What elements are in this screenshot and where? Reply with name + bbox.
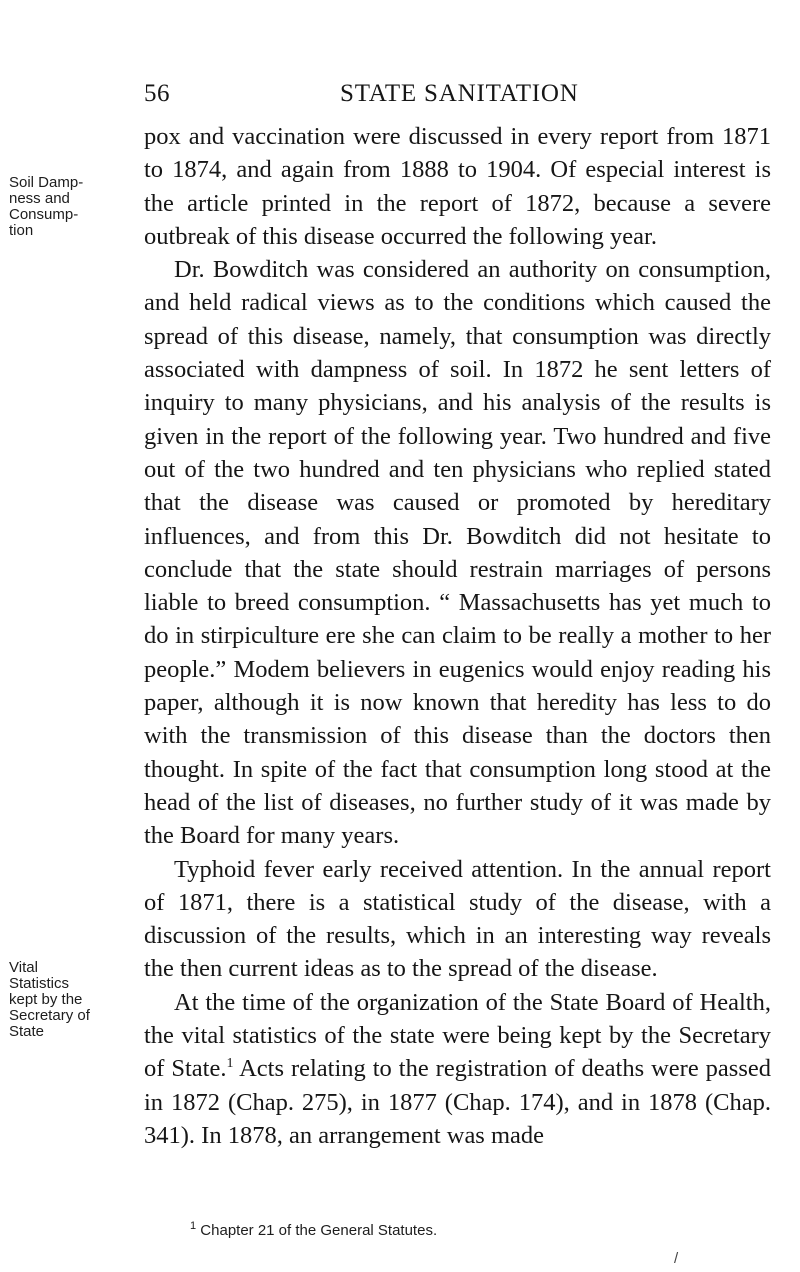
sidenote-line: Vital <box>9 959 38 976</box>
sidenote-line: kept by the <box>9 991 83 1008</box>
sidenote-line: Secretary of <box>9 1007 90 1024</box>
sidenote-line: tion <box>9 222 34 239</box>
paragraph-text-before-note: At the time of the organization of the State Board of Health, the vital statistics of the state were being kept by the Secretary of State. <box>144 988 771 1083</box>
footnote-text: Chapter 21 of the General Statutes. <box>200 1222 438 1239</box>
body-text <box>144 120 771 1152</box>
footnote <box>190 1222 690 1240</box>
running-title: STATE SANITATION <box>340 80 579 107</box>
sidenote-vital-statistics <box>9 960 135 1040</box>
sidenote-line: Statistics <box>9 975 70 992</box>
footnote-number: 1 <box>190 1220 197 1232</box>
footnote-reference: 1 <box>226 1056 234 1072</box>
sidenote-line: State <box>9 1023 45 1040</box>
stray-mark: / <box>674 1250 679 1267</box>
sidenote-line: Soil Damp- <box>9 174 84 191</box>
paragraph-text-after-note: Acts relating to the registration of deaths were passed in 1872 (Chap. 275), in 1877 (Chap. 174), and in 1878 (Chap. 341). In 1878, an arrangement was made <box>144 1055 771 1149</box>
sidenote-soil-dampness <box>9 175 135 239</box>
sidenote-line: Consump- <box>9 206 79 223</box>
running-head <box>144 80 768 116</box>
paragraph-consumption: Dr. Bowditch was considered an authority on consumption, and held radical views as to the conditions which caused the spread of this disease, namely, that consumption was directly associated with dampness of soil. In 1872 he sent letters of inquiry to many physicians, and his analysis of the results is given in the report of the following year. Two hundred and five out of the two hundred and ten physicians who replied stated that the disease was caused or promoted by hereditary influences, and from this Dr. Bowditch did not hesitate to conclude that the state should restrain marriages of persons liable to breed consumption. “ Massachusetts has yet much to do in stirpiculture ere she can claim to be really a mother to her people.” Modem believers in eugenics would enjoy reading his paper, although it is now known that heredity has less to do with the transmission of this disease than the doctors then thought. In spite of the fact that consumption long stood at the head of the list of diseases, no further study of it was made by the Board for many years. <box>144 256 771 850</box>
sidenote-line: ness and <box>9 190 70 207</box>
paragraph-vital-statistics <box>144 986 771 1152</box>
page-number: 56 <box>144 80 170 107</box>
paragraph-smallpox: pox and vaccination were discussed in every report from 1871 to 1874, and again from 1888 to 1904. Of especial interest is the article printed in the report of 1872, because a severe outbreak of this disease occurred the following year. <box>144 123 771 250</box>
paragraph-typhoid: Typhoid fever early received attention. In the annual report of 1871, there is a statistical study of the disease, with a discussion of the results, which in an interesting way reveals the then current ideas as to the spread of the disease. <box>144 855 771 983</box>
